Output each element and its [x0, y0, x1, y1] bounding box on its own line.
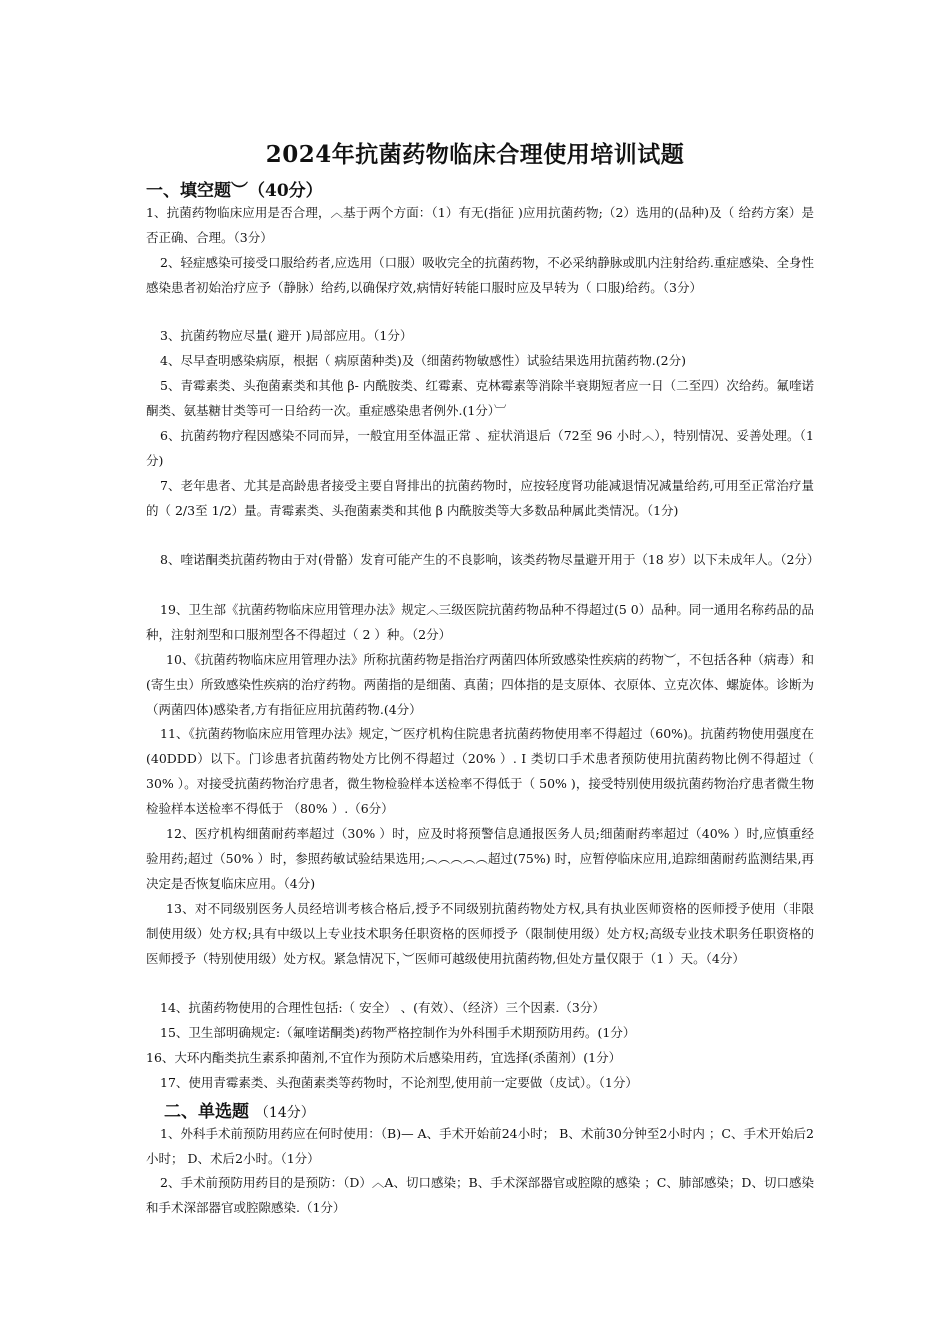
- question-choice-1: 1、外科手术前预防用药应在何时使用：（B)— A、手术开始前24小时； B、术前30分钟至2小时内 ；C、手术开始后2小时； D、术后2小时。（1分）: [146, 1126, 814, 1166]
- question-fill-2: 2、轻症感染可接受口服给药者,应选用（口服）吸收完全的抗菌药物，不必采纳静脉或肌内注射给药.重症感染、全身性感染患者初始治疗应予（静脉）给药,以确保疗效,病情好转能口服时应及早转为（ 口服)给药。（3分）: [146, 255, 814, 295]
- question-fill-8: 8、喹诺酮类抗菌药物由于对(骨骼）发育可能产生的不良影响，该类药物尽量避开用于（18 岁）以下未成年人。（2分）: [160, 552, 820, 567]
- question-fill-7: 7、老年患者、尤其是高龄患者接受主要自肾排出的抗菌药物时，应按轻度肾功能减退情况减量给药,可用至正常治疗量的（ 2/3至 1/2）量。青霉素类、头孢菌素类和其他 β 内酰胺类等大多数品种属此类情况。（1分): [146, 478, 814, 518]
- question-fill-4: 4、尽早查明感染病原，根据（ 病原菌种类)及（细菌药物敏感性）试验结果选用抗菌药物.(2分): [160, 353, 686, 368]
- question-fill-11: 11、《抗菌药物临床应用管理办法》规定，︶医疗机构住院患者抗菌药物使用率不得超过（60%)。抗菌药物使用强度在(40DDD）以下。门诊患者抗菌药物处方比例不得超过（20% ）. Ⅰ 类切口手术患者预防使用抗菌药物比例不得超过（ 30% ）。对接受抗菌药物治疗患者，微生物检验样本送检率不得低于（ 50% )，接受特别使用级抗菌药物治疗患者微生物检验样本送检率不得低于 （80% ）.（6分）: [146, 726, 814, 816]
- question-fill-19: 19、卫生部《抗菌药物临床应用管理办法》规定︿三级医院抗菌药物品种不得超过(5 0）品种。同一通用名称药品的品种，注射剂型和口服剂型各不得超过（ 2 ）种。（2分）: [146, 602, 814, 642]
- question-fill-15: 15、卫生部明确规定:（氟喹诺酮类)药物严格控制作为外科围手术期预防用药。(1分）: [160, 1025, 636, 1040]
- section-heading-single-choice: [164, 1097, 315, 1122]
- page-title: 2024年抗菌药物临床合理使用培训试题: [265, 141, 685, 168]
- question-choice-2: 2、手术前预防用药目的是预防：（D）︿A、切口感染；B、手术深部器官或腔隙的感染 ；C、肺部感染；D、切口感染和手术深部器官或腔隙感染.（1分）: [146, 1175, 814, 1215]
- section-heading-text: 二、单选题: [164, 1102, 249, 1122]
- question-fill-5: 5、青霉素类、头孢菌素类和其他 β- 内酰胺类、红霉素、克林霉素等消除半衰期短者应一日（二至四）次给药。氟喹诺酮类、氨基糖甘类等可一日给药一次。重症感染患者例外.(1分）︺: [146, 378, 814, 418]
- question-fill-13: 13、对不同级别医务人员经培训考核合格后,授予不同级别抗菌药物处方权,具有执业医师资格的医师授予使用（非限制使用级）处方权;具有中级以上专业技术职务任职资格的医师授予（限制使用级）处方权;高级专业技术职务任职资格的医师授予（特别使用级）处方权。紧急情况下，︶医师可越级使用抗菌药物,但处方量仅限于（1 ）天。（4分）: [146, 901, 814, 966]
- question-fill-3: 3、抗菌药物应尽量( 避开 )局部应用。（1分）: [160, 328, 413, 343]
- section-heading-score: （14分）: [254, 1105, 315, 1121]
- question-fill-12: 12、医疗机构细菌耐药率超过（30% ）时，应及时将预警信息通报医务人员;细菌耐药率超过（40% ）时,应慎重经验用药;超过（50% ）时，参照药敏试验结果选用;︵︵︵︵︵超过(75%) 时，应暂停临床应用,追踪细菌耐药监测结果,再决定是否恢复临床应用。（4分): [146, 826, 814, 891]
- question-fill-17: 17、使用青霉素类、头孢菌素类等药物时，不论剂型,使用前一定要做（皮试）。（1分）: [160, 1075, 638, 1090]
- question-fill-14: 14、抗菌药物使用的合理性包括:（ 安全） 、(有效）、（经济）三个因素.（3分）: [160, 1000, 605, 1015]
- question-fill-6: 6、抗菌药物疗程因感染不同而异，一般宜用至体温正常 、症状消退后（72至 96 小时︿），特别情况、妥善处理。（1分): [146, 428, 814, 468]
- question-fill-10: 10、《抗菌药物临床应用管理办法》所称抗菌药物是指治疗两菌四体所致感染性疾病的药物︶，不包括各种（病毒）和(寄生虫）所致感染性疾病的治疗药物。两菌指的是细菌、真菌；四体指的是支原体、衣原体、立克次体、螺旋体。诊断为（两菌四体)感染者,方有指征应用抗菌药物.(4分）: [146, 652, 814, 717]
- section-heading-fill-blank: 一、填空题︶（40分）: [146, 181, 323, 201]
- question-fill-1: 1、抗菌药物临床应用是否合理，︿基于两个方面：（1）有无(指征 )应用抗菌药物;（2）选用的(品种)及（ 给药方案）是否正确、合理。（3分）: [146, 205, 814, 245]
- question-fill-16: 16、大环内酯类抗生素系抑菌剂,不宜作为预防术后感染用药，宜选择(杀菌剂）(1分）: [146, 1050, 622, 1065]
